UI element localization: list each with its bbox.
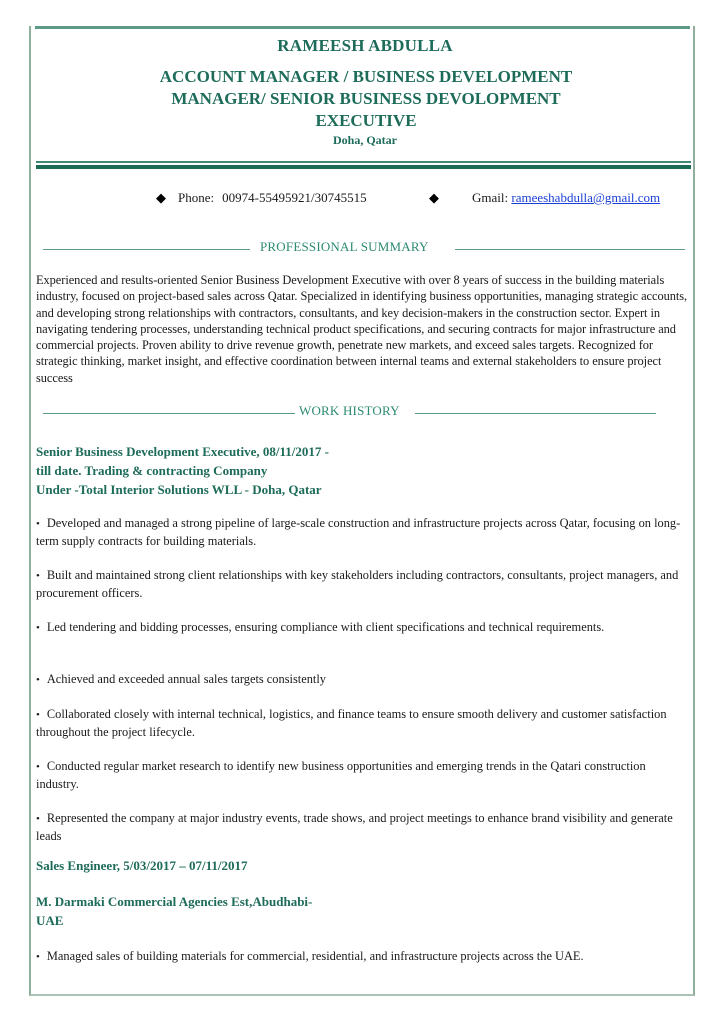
header-divider xyxy=(36,161,691,169)
bullet-dot-icon: • xyxy=(36,761,40,773)
bullet-text: Managed sales of building materials for commercial, residential, and infrastructure projects across the UAE. xyxy=(46,949,584,963)
bullet-text: Represented the company at major industry events, trade shows, and project meetings to enhance brand visibility and generate leads xyxy=(36,811,673,843)
job-bullet-item xyxy=(36,758,691,793)
bullet-dot-icon: • xyxy=(36,622,40,634)
phone-value: 00974-55495921/30745515 xyxy=(222,190,367,205)
bullet-dot-icon: • xyxy=(36,674,40,686)
job-bullet-item xyxy=(36,810,691,845)
job-company-line: M. Darmaki Commercial Agencies Est,Abudhabi- xyxy=(36,894,313,909)
bullet-dot-icon: • xyxy=(36,709,40,721)
phone-label: Phone: xyxy=(178,190,215,205)
section-heading-label: WORK HISTORY xyxy=(299,403,400,418)
job-heading xyxy=(36,442,416,499)
section-heading-work-history xyxy=(31,403,693,421)
section-heading-label: PROFESSIONAL SUMMARY xyxy=(260,239,429,254)
bullet-text: Built and maintained strong client relationships with key stakeholders including contractors, consultants, project managers, and procurement officers. xyxy=(36,568,679,600)
email-link[interactable]: rameeshabdulla@gmail.com xyxy=(511,190,661,205)
bullet-text: Conducted regular market research to identify new business opportunities and emerging trends in the Qatari construction industry. xyxy=(36,759,646,791)
job-bullet-item xyxy=(36,671,691,689)
resume-header xyxy=(31,35,693,148)
candidate-name: RAMEESH ABDULLA xyxy=(277,36,453,55)
job-bullet-item xyxy=(36,515,691,550)
job-heading xyxy=(36,856,416,875)
bullet-dot-icon: • xyxy=(36,813,40,825)
bullet-text: Led tendering and bidding processes, ensuring compliance with client specifications and technical requirements. xyxy=(46,620,605,634)
job-bullet-item xyxy=(36,619,691,637)
diamond-bullet-icon: ◆ xyxy=(156,190,166,205)
section-rule xyxy=(455,249,685,250)
professional-summary-text: Experienced and results-oriented Senior Business Development Executive with over 8 years of success in the building materials industry, focused on project-based sales across Qatar. Specialized in identifying business opportunities, managing strategic accounts, and developing strong relationships with contractors, consultants, and key decision-makers in the construction sector. Expert in navigating tendering processes, understanding technical product specifications, and securing contracts for major infrastructure and commercial projects. Proven ability to drive revenue growth, penetrate new markets, and exceed sales targets. Recognized for strategic thinking, market insight, and effective coordination between internal teams and external stakeholders to ensure project success xyxy=(36,273,688,385)
bullet-text: Achieved and exceeded annual sales targets consistently xyxy=(46,672,327,686)
section-rule xyxy=(43,249,250,250)
candidate-location: Doha, Qatar xyxy=(333,133,397,147)
job-title-line: till date. Trading & contracting Company xyxy=(36,463,268,478)
bullet-text: Collaborated closely with internal technical, logistics, and finance teams to ensure smooth delivery and customer satisfaction throughout the project lifecycle. xyxy=(36,707,667,739)
section-rule xyxy=(415,413,656,414)
job-title-line: Senior Business Development Executive, 08/11/2017 - xyxy=(36,444,329,459)
bullet-text: Developed and managed a strong pipeline of large-scale construction and infrastructure projects across Qatar, focusing on long-term supply contracts for building materials. xyxy=(36,516,681,548)
phone-info xyxy=(178,190,367,206)
job-company xyxy=(36,892,376,930)
job-bullet-item xyxy=(36,567,691,602)
bullet-dot-icon: • xyxy=(36,518,40,530)
job-bullet-item xyxy=(36,706,691,741)
job-bullet-item xyxy=(36,948,691,966)
bullet-dot-icon: • xyxy=(36,951,40,963)
job-company-line: UAE xyxy=(36,913,64,928)
candidate-title: ACCOUNT MANAGER / BUSINESS DEVELOPMENT MANAGER/ SENIOR BUSINESS DEVOLOPMENT EXECUTIVE xyxy=(159,67,573,130)
email-info xyxy=(472,190,660,206)
section-rule xyxy=(43,413,295,414)
job-company-line: Under -Total Interior Solutions WLL - Doha, Qatar xyxy=(36,482,322,497)
diamond-bullet-icon: ◆ xyxy=(429,190,439,205)
section-heading-professional-summary xyxy=(31,239,693,257)
email-label: Gmail: xyxy=(472,190,509,205)
bullet-dot-icon: • xyxy=(36,570,40,582)
job-title-line: Sales Engineer, 5/03/2017 – 07/11/2017 xyxy=(36,858,248,873)
resume-page xyxy=(29,26,695,996)
